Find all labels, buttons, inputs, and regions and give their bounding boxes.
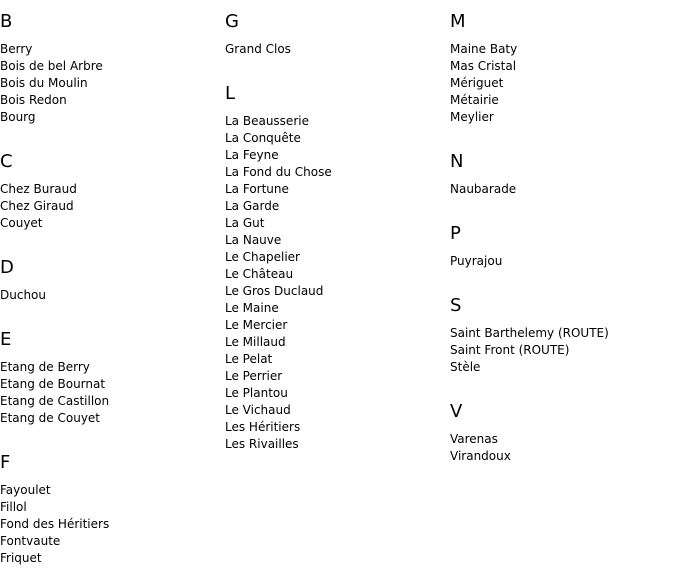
index-column-1 — [0, 0, 225, 567]
place-link[interactable]: Fayoulet — [0, 483, 51, 497]
letter-heading: D — [0, 257, 14, 278]
letter-group-e — [0, 329, 225, 441]
place-link[interactable]: Saint Front (ROUTE) — [450, 343, 570, 357]
place-link[interactable]: Le Mercier — [225, 318, 288, 332]
place-link[interactable]: Les Héritiers — [225, 420, 301, 434]
place-link[interactable]: Mériguet — [450, 76, 504, 90]
place-link[interactable]: Grand Clos — [225, 42, 291, 56]
letter-group-l — [225, 83, 450, 453]
place-link[interactable]: Etang de Castillon — [0, 394, 110, 408]
place-list — [450, 41, 675, 126]
place-link[interactable]: La Feyne — [225, 148, 279, 162]
place-link[interactable]: Etang de Berry — [0, 360, 90, 374]
place-link[interactable]: Saint Barthelemy (ROUTE) — [450, 326, 609, 340]
place-link[interactable]: Fond des Héritiers — [0, 517, 110, 531]
letter-group-p — [450, 223, 675, 284]
place-link[interactable]: Le Gros Duclaud — [225, 284, 324, 298]
place-link[interactable]: Friquet — [0, 551, 42, 565]
group-spacer — [450, 126, 675, 140]
place-link[interactable]: Stèle — [450, 360, 481, 374]
group-spacer — [450, 270, 675, 284]
letter-heading: N — [450, 151, 464, 172]
place-link[interactable]: Le Millaud — [225, 335, 286, 349]
place-link[interactable]: La Nauve — [225, 233, 282, 247]
place-link[interactable]: Le Plantou — [225, 386, 288, 400]
place-link[interactable]: Etang de Bournat — [0, 377, 106, 391]
group-spacer — [450, 198, 675, 212]
letter-group-v — [450, 401, 675, 465]
place-link[interactable]: Chez Buraud — [0, 182, 77, 196]
place-link[interactable]: La Beausserie — [225, 114, 309, 128]
place-link[interactable]: Chez Giraud — [0, 199, 74, 213]
group-spacer — [225, 58, 450, 72]
group-spacer — [0, 304, 225, 318]
place-link[interactable]: La Garde — [225, 199, 280, 213]
letter-group-g — [225, 11, 450, 72]
place-link[interactable]: Puyrajou — [450, 254, 503, 268]
place-link[interactable]: La Fortune — [225, 182, 289, 196]
place-link[interactable]: Mas Cristal — [450, 59, 517, 73]
place-link[interactable]: Le Château — [225, 267, 294, 281]
place-link[interactable]: Maine Baty — [450, 42, 518, 56]
place-link[interactable]: Le Pelat — [225, 352, 273, 366]
place-list — [450, 253, 675, 270]
place-link[interactable]: Meylier — [450, 110, 494, 124]
place-list — [0, 482, 225, 567]
place-link[interactable]: Bourg — [0, 110, 36, 124]
place-link[interactable]: Fontvaute — [0, 534, 61, 548]
letter-heading: F — [0, 452, 11, 473]
place-list — [0, 41, 225, 126]
place-link[interactable]: Bois de bel Arbre — [0, 59, 103, 73]
place-link[interactable]: Bois du Moulin — [0, 76, 88, 90]
place-link[interactable]: Virandoux — [450, 449, 511, 463]
place-link[interactable]: Métairie — [450, 93, 499, 107]
place-list — [0, 287, 225, 304]
letter-group-f — [0, 452, 225, 567]
letter-heading: E — [0, 329, 12, 350]
place-link[interactable]: Le Maine — [225, 301, 279, 315]
letter-heading: L — [225, 83, 236, 104]
place-link[interactable]: Le Vichaud — [225, 403, 291, 417]
index-column-3 — [450, 0, 675, 465]
group-spacer — [0, 126, 225, 140]
place-list — [450, 181, 675, 198]
place-link[interactable]: Couyet — [0, 216, 43, 230]
place-link[interactable]: Les Rivailles — [225, 437, 299, 451]
letter-group-s — [450, 295, 675, 390]
place-link[interactable]: Berry — [0, 42, 33, 56]
place-link[interactable]: Le Perrier — [225, 369, 283, 383]
index-column-2 — [225, 0, 450, 453]
place-link[interactable]: Etang de Couyet — [0, 411, 101, 425]
place-link[interactable]: Naubarade — [450, 182, 517, 196]
group-spacer — [450, 376, 675, 390]
letter-group-c — [0, 151, 225, 246]
letter-group-b — [0, 11, 225, 140]
place-link[interactable]: Bois Redon — [0, 93, 67, 107]
place-link[interactable]: Duchou — [0, 288, 46, 302]
place-link[interactable]: La Fond du Chose — [225, 165, 332, 179]
place-link[interactable]: Le Chapelier — [225, 250, 300, 264]
place-link[interactable]: La Conquête — [225, 131, 301, 145]
letter-group-n — [450, 151, 675, 212]
letter-heading: S — [450, 295, 462, 316]
letter-group-d — [0, 257, 225, 318]
letter-heading: B — [0, 11, 13, 32]
letter-heading: P — [450, 223, 461, 244]
place-list — [0, 181, 225, 232]
letter-heading: M — [450, 11, 466, 32]
place-link[interactable]: Fillol — [0, 500, 27, 514]
place-list — [450, 431, 675, 465]
letter-group-m — [450, 11, 675, 140]
letter-heading: C — [0, 151, 13, 172]
place-list — [0, 359, 225, 427]
letter-heading: G — [225, 11, 239, 32]
letter-heading: V — [450, 401, 463, 422]
place-link[interactable]: La Gut — [225, 216, 265, 230]
place-list — [450, 325, 675, 376]
place-list — [225, 41, 450, 58]
place-list — [225, 113, 450, 453]
group-spacer — [0, 232, 225, 246]
group-spacer — [0, 427, 225, 441]
place-link[interactable]: Varenas — [450, 432, 498, 446]
